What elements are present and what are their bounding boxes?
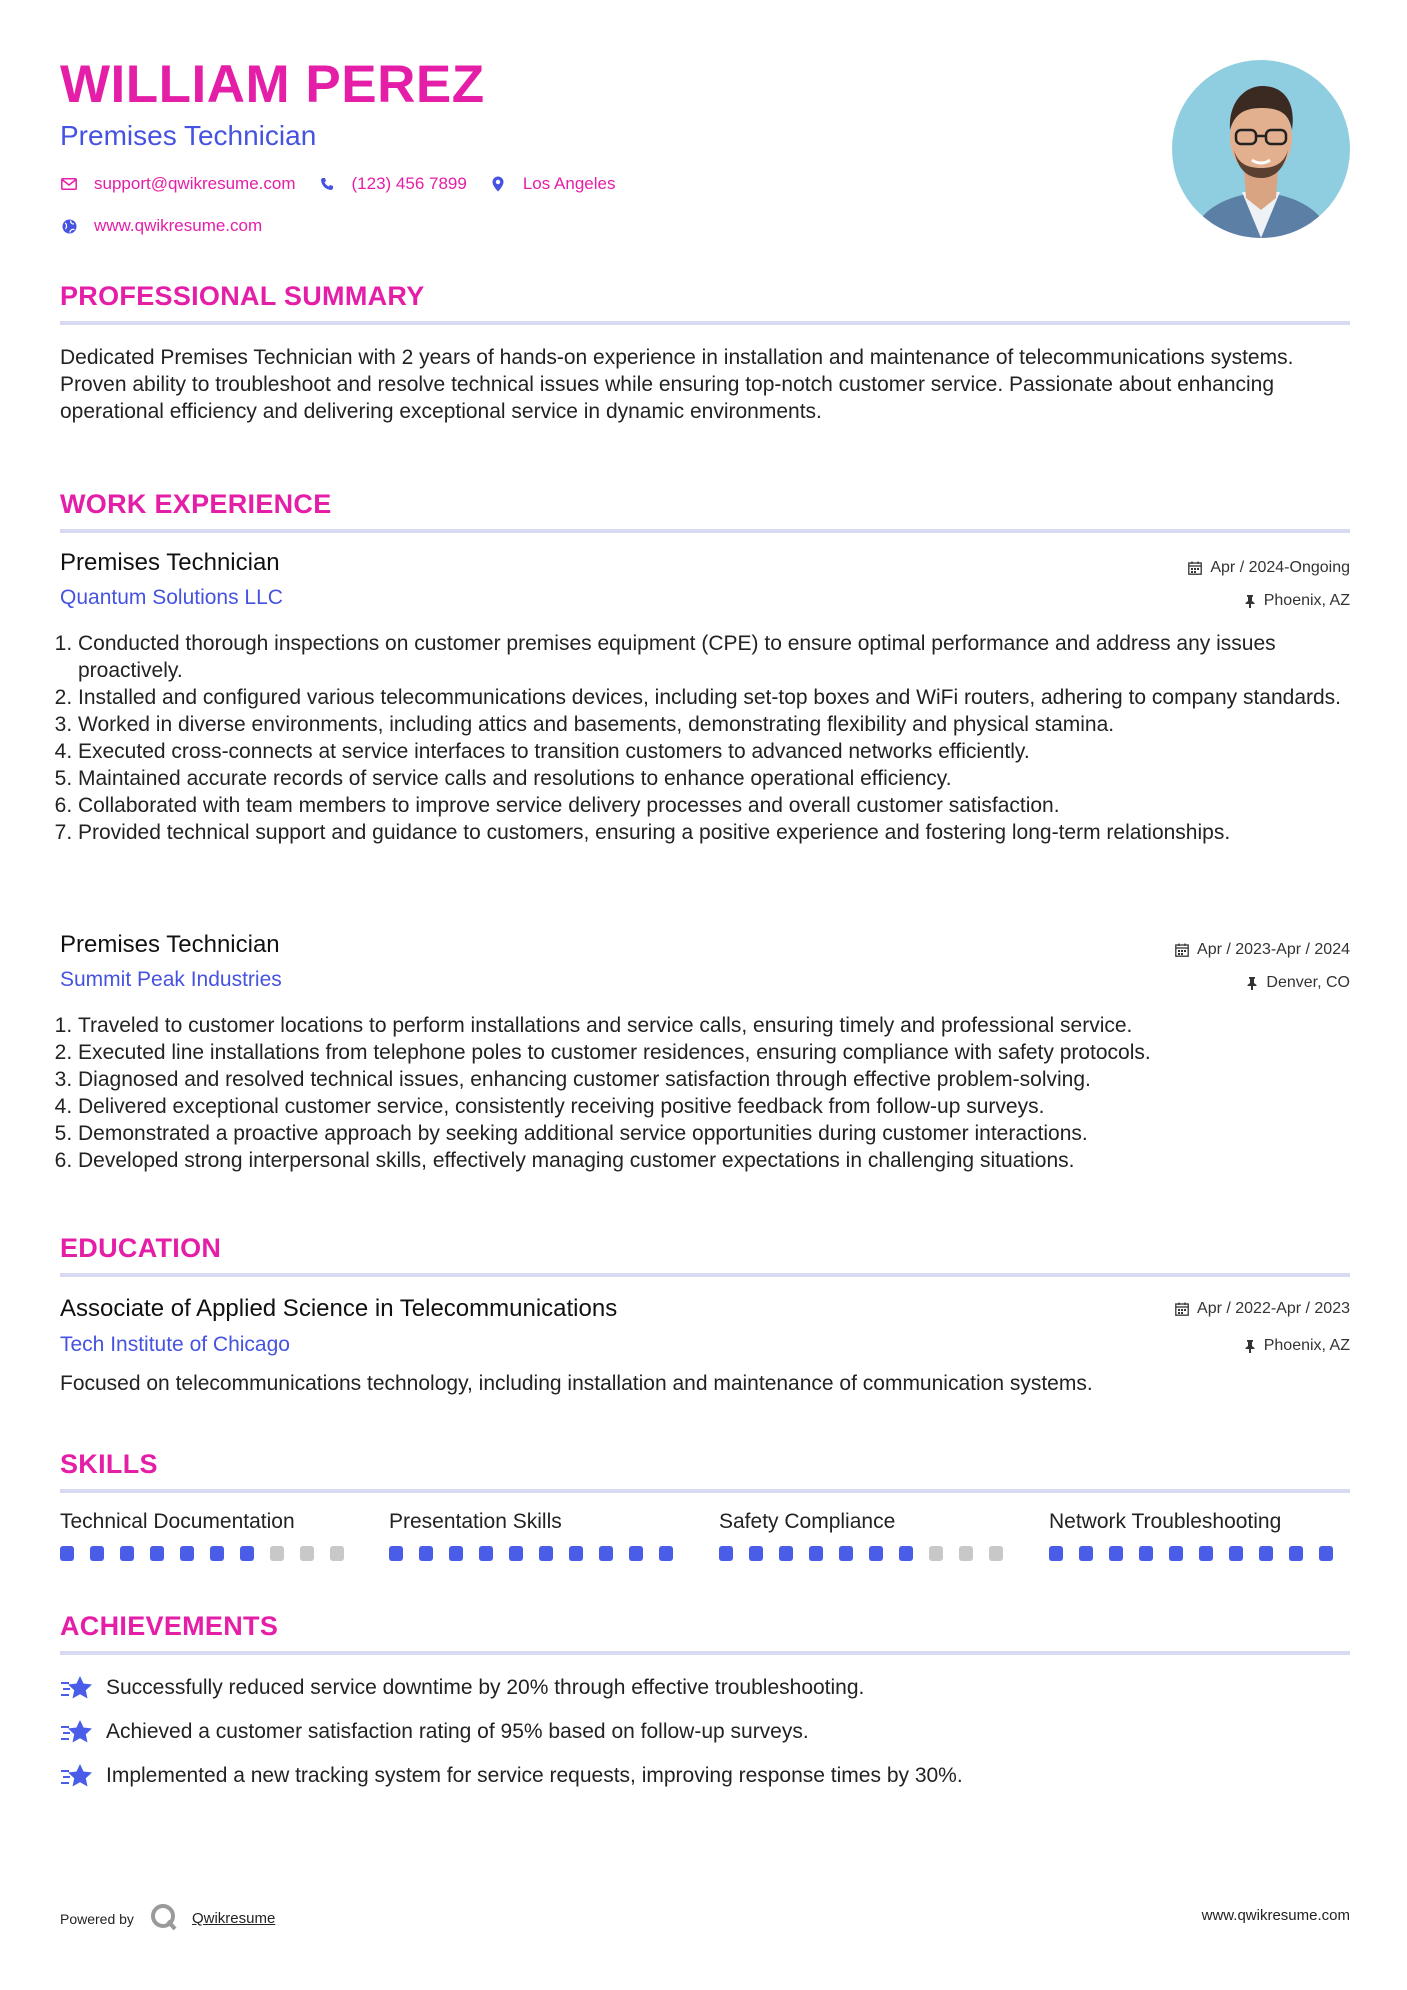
education-description: Focused on telecommunications technology, including installation and maintenance of communication systems. (60, 1372, 1093, 1395)
email-text: support@qwikresume.com (94, 174, 296, 193)
contact-website[interactable] (60, 216, 262, 236)
list-item: 5. Maintained accurate records of service calls and resolutions to enhance operational efficiency. (78, 765, 1350, 792)
brand-link[interactable]: Qwikresume (191, 1910, 276, 1927)
achievement-item (60, 1674, 864, 1702)
list-item: 6. Collaborated with team members to improve service delivery processes and overall customer satisfaction. (78, 792, 1350, 819)
skill-dot-filled (180, 1546, 194, 1561)
experience-divider (60, 529, 1350, 533)
skill-dot-filled (1049, 1546, 1063, 1561)
skill-dot-filled (509, 1546, 523, 1561)
map-pin-icon (489, 175, 507, 193)
skill-dot-empty (929, 1546, 943, 1561)
candidate-title: Premises Technician (60, 120, 317, 151)
skill-name: Technical Documentation (60, 1510, 295, 1533)
job-2-location (1246, 974, 1350, 992)
education-heading: EDUCATION (60, 1233, 222, 1263)
skill-dot-filled (629, 1546, 643, 1561)
skill-item (719, 1510, 1019, 1561)
skill-dot-filled (210, 1546, 224, 1561)
job-1-location-text: Phoenix, AZ (1263, 592, 1350, 609)
skill-dot-filled (1289, 1546, 1303, 1561)
skill-dot-filled (779, 1546, 793, 1561)
contact-phone[interactable] (318, 174, 467, 194)
skill-dot-filled (1199, 1546, 1213, 1561)
job-2-dates (1175, 941, 1350, 959)
list-item: 6. Developed strong interpersonal skills, effectively managing customer expectations in challenging situations. (78, 1147, 1350, 1174)
skill-dot-filled (539, 1546, 553, 1561)
skill-dot-filled (389, 1546, 403, 1561)
skill-rating (60, 1546, 360, 1561)
job-2-dates-text: Apr / 2023-Apr / 2024 (1197, 941, 1350, 958)
education-divider (60, 1273, 1350, 1277)
job-1-title: Premises Technician (60, 549, 280, 576)
skill-dot-filled (449, 1546, 463, 1561)
footer-powered-by (60, 1903, 275, 1934)
summary-divider (60, 321, 1350, 325)
skill-dot-filled (150, 1546, 164, 1561)
phone-text: (123) 456 7899 (351, 174, 467, 193)
skill-dot-filled (1109, 1546, 1123, 1561)
calendar-icon (1175, 943, 1189, 957)
job-1-dates-text: Apr / 2024-Ongoing (1210, 559, 1350, 576)
skill-dot-filled (569, 1546, 583, 1561)
skill-dot-filled (839, 1546, 853, 1561)
skill-dot-filled (90, 1546, 104, 1561)
education-location-text: Phoenix, AZ (1263, 1337, 1350, 1354)
achievement-text: Successfully reduced service downtime by 20% through effective troubleshooting. (106, 1676, 865, 1699)
achievement-item (60, 1762, 963, 1790)
skill-dot-filled (1169, 1546, 1183, 1561)
skill-dot-filled (1139, 1546, 1153, 1561)
list-item: 3. Diagnosed and resolved technical issues, enhancing customer satisfaction through effective problem-solving. (78, 1066, 1350, 1093)
contact-location (489, 174, 616, 194)
skill-dot-empty (330, 1546, 344, 1561)
skill-dot-filled (599, 1546, 613, 1561)
skill-rating (389, 1546, 689, 1561)
skill-name: Safety Compliance (719, 1510, 896, 1533)
skill-dot-filled (1229, 1546, 1243, 1561)
education-location (1244, 1337, 1350, 1355)
skill-dot-filled (240, 1546, 254, 1561)
calendar-icon (1188, 561, 1202, 575)
achievements-divider (60, 1651, 1350, 1655)
skill-item (60, 1510, 360, 1561)
job-1-dates (1188, 559, 1350, 577)
education-school: Tech Institute of Chicago (60, 1333, 290, 1356)
candidate-name: WILLIAM PEREZ (60, 55, 485, 114)
list-item: 5. Demonstrated a proactive approach by seeking additional service opportunities during customer interactions. (78, 1120, 1350, 1147)
skill-dot-filled (809, 1546, 823, 1561)
skill-dot-filled (1079, 1546, 1093, 1561)
job-1-company: Quantum Solutions LLC (60, 586, 283, 609)
list-item: 2. Installed and configured various telecommunications devices, including set-top boxes and WiFi routers, adhering to company standards. (78, 684, 1350, 711)
star-icon (60, 1718, 94, 1746)
skill-dot-empty (989, 1546, 1003, 1561)
pushpin-icon (1246, 976, 1258, 990)
skill-name: Network Troubleshooting (1049, 1510, 1282, 1533)
pushpin-icon (1244, 594, 1256, 608)
job-2-title: Premises Technician (60, 931, 280, 958)
skills-heading: SKILLS (60, 1449, 158, 1479)
skill-dot-filled (869, 1546, 883, 1561)
list-item: 4. Executed cross-connects at service interfaces to transition customers to advanced networks efficiently. (78, 738, 1350, 765)
experience-heading: WORK EXPERIENCE (60, 489, 332, 519)
job-2-location-text: Denver, CO (1266, 974, 1350, 991)
skill-dot-filled (419, 1546, 433, 1561)
summary-text: Dedicated Premises Technician with 2 years of hands-on experience in installation and maintenance of telecommunications systems. Proven ability to troubleshoot and resolve technical issues while ensuring top-notch customer service. Passionate about enhancing operational efficiency and delivering exceptional service in dynamic environments. (60, 346, 1294, 423)
website-text: www.qwikresume.com (94, 216, 263, 235)
achievement-text: Achieved a customer satisfaction rating of 95% based on follow-up surveys. (106, 1720, 809, 1743)
list-item: 4. Delivered exceptional customer service, consistently receiving positive feedback from follow-up surveys. (78, 1093, 1350, 1120)
list-item: 2. Executed line installations from telephone poles to customer residences, ensuring compliance with safety protocols. (78, 1039, 1350, 1066)
job-2-company: Summit Peak Industries (60, 968, 282, 991)
contact-email[interactable] (60, 174, 296, 194)
skill-dot-empty (300, 1546, 314, 1561)
skill-item (389, 1510, 689, 1561)
skill-item (1049, 1510, 1349, 1561)
achievement-item (60, 1718, 809, 1746)
list-item: 7. Provided technical support and guidance to customers, ensuring a positive experience and fostering long-term relationships. (78, 819, 1350, 846)
star-icon (60, 1674, 94, 1702)
website-row (60, 216, 284, 236)
summary-heading: PROFESSIONAL SUMMARY (60, 281, 425, 311)
achievements-heading: ACHIEVEMENTS (60, 1611, 279, 1641)
globe-icon (60, 217, 78, 235)
powered-by-label: Powered by (60, 1910, 134, 1927)
qwikresume-logo-icon (150, 1903, 178, 1934)
skill-rating (719, 1546, 1019, 1561)
skill-dot-filled (899, 1546, 913, 1561)
footer-url[interactable]: www.qwikresume.com (1201, 1907, 1350, 1924)
skill-dot-filled (719, 1546, 733, 1561)
skill-dot-filled (1259, 1546, 1273, 1561)
skills-divider (60, 1489, 1350, 1493)
skill-dot-filled (659, 1546, 673, 1561)
star-icon (60, 1762, 94, 1790)
envelope-icon (60, 175, 78, 193)
skill-name: Presentation Skills (389, 1510, 562, 1533)
list-item: 1. Traveled to customer locations to perform installations and service calls, ensuring timely and professional service. (78, 1012, 1350, 1039)
education-degree: Associate of Applied Science in Telecommunications (60, 1295, 618, 1322)
skill-dot-filled (1319, 1546, 1333, 1561)
pushpin-icon (1244, 1339, 1256, 1353)
skill-dot-filled (60, 1546, 74, 1561)
profile-photo (1172, 60, 1350, 238)
resume-page (60, 0, 1350, 1990)
contact-row (60, 174, 637, 194)
phone-icon (318, 175, 336, 193)
skill-dot-empty (270, 1546, 284, 1561)
job-1-location (1244, 592, 1350, 610)
achievement-text: Implemented a new tracking system for service requests, improving response times by 30%. (106, 1764, 963, 1787)
calendar-icon (1175, 1302, 1189, 1316)
education-dates (1175, 1300, 1350, 1318)
job-2-bullets (60, 1012, 1350, 1174)
skill-dot-filled (479, 1546, 493, 1561)
job-1-bullets (60, 630, 1350, 846)
location-text: Los Angeles (522, 174, 616, 193)
skill-dot-filled (120, 1546, 134, 1561)
skill-dot-empty (959, 1546, 973, 1561)
list-item: 3. Worked in diverse environments, including attics and basements, demonstrating flexibility and physical stamina. (78, 711, 1350, 738)
skill-dot-filled (749, 1546, 763, 1561)
skill-rating (1049, 1546, 1349, 1561)
education-dates-text: Apr / 2022-Apr / 2023 (1197, 1300, 1350, 1317)
list-item: 1. Conducted thorough inspections on customer premises equipment (CPE) to ensure optimal performance and address any issues proactively. (78, 630, 1350, 684)
